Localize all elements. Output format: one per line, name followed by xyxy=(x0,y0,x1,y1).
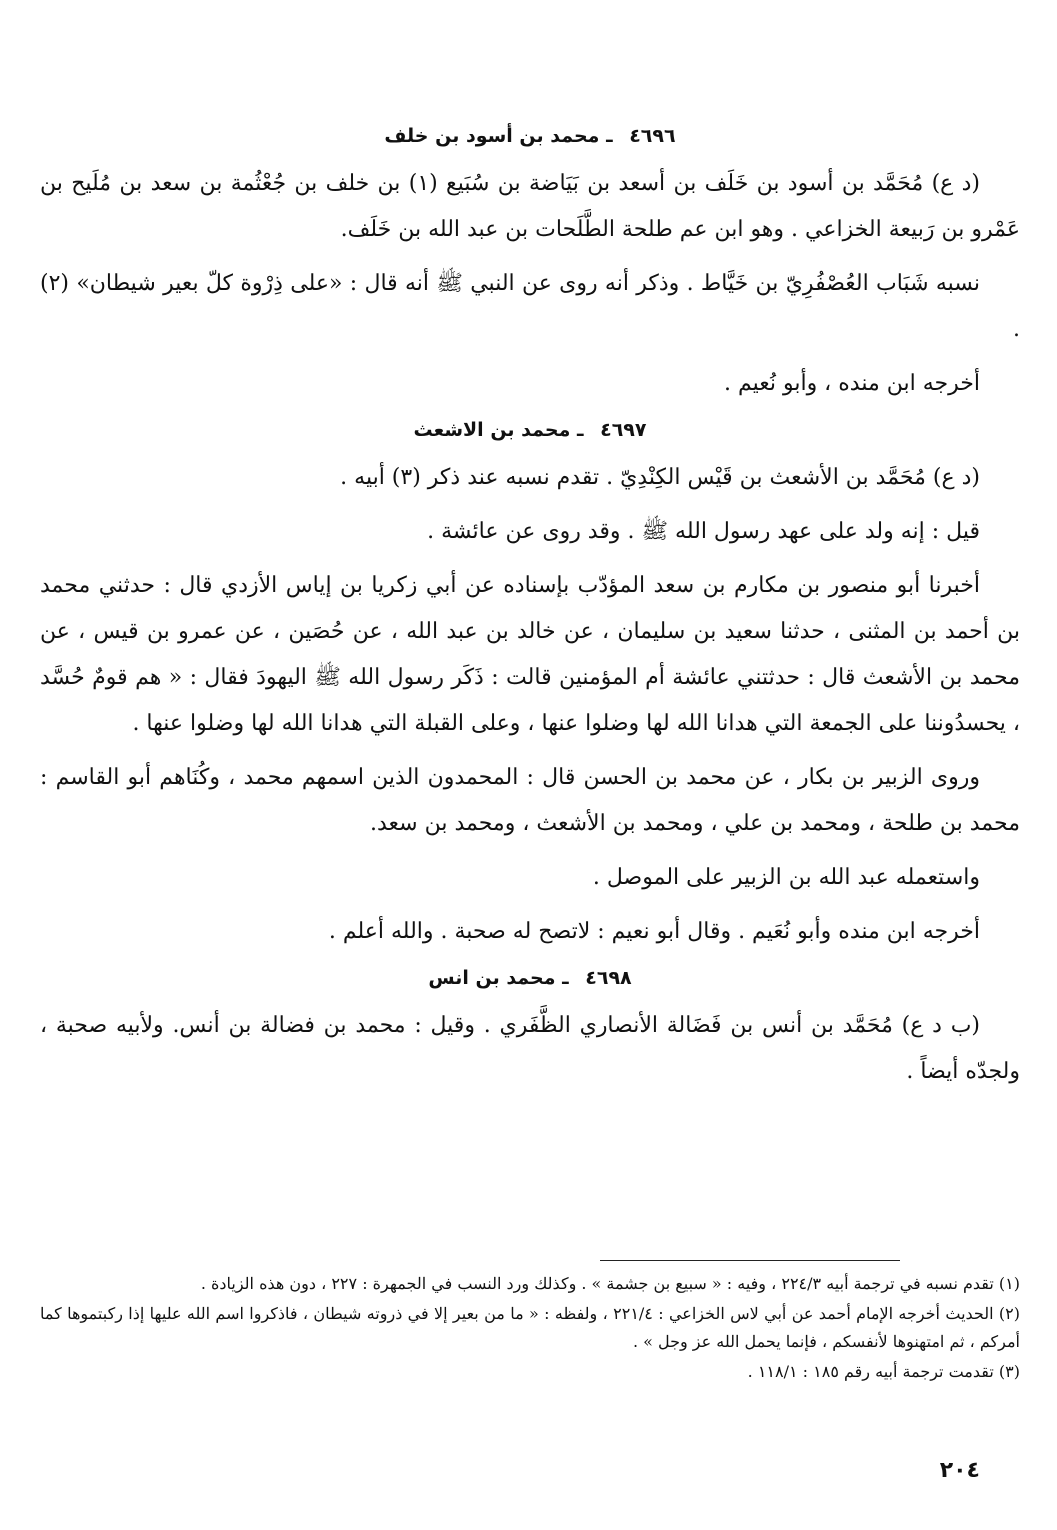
paragraph: (د ع) مُحَمَّد بن الأشعث بن قَيْس الكِنْدِيّ . تقدم نسبه عند ذكر (٣) أبيه . xyxy=(340,465,980,490)
paragraph: وروى الزبير بن بكار ، عن محمد بن الحسن قال : المحمدون الذين اسمهم محمد ، وكُنَاهم أبو القاسم : محمد بن طلحة ، ومحمد بن علي ، ومحمد بن الأشعث ، ومحمد بن سعد. xyxy=(40,765,1020,836)
entry-heading xyxy=(40,415,1020,445)
paragraph: أخبرنا أبو منصور بن مكارم بن سعد المؤدّب بإسناده عن أبي زكريا بن إياس الأزدي قال : حدثني محمد بن أحمد بن المثنى ، حدثنا سعيد بن سليمان ، عن خالد بن عبد الله ، عن حُصَين ، عن عمرو بن قيس ، عن محمد بن الأشعث قال : حدثتني عائشة أم المؤمنين قالت : ذَكَر رسول الله ﷺ اليهودَ فقال : « هم قومٌ حُسَّد ، يحسدُوننا على الجمعة التي هدانا الله لها وضلوا عنها ، وعلى القبلة التي هدانا الله لها وضلوا عنها . xyxy=(40,573,1020,736)
paragraph: (ب د ع) مُحَمَّد بن أنس بن فَضَالة الأنصاري الظَّفَري . وقيل : محمد بن فضالة بن أنس. ولأبيه صحبة ، ولجدّه أيضاً . xyxy=(40,1013,1020,1084)
entry-4696 xyxy=(40,121,1020,407)
entry-dash: ـ xyxy=(606,125,613,147)
footnote-divider xyxy=(600,1260,900,1261)
entry-dash: ـ xyxy=(562,967,569,989)
entry-title: محمد بن انس xyxy=(428,967,556,989)
footnote: (٣) تقدمت ترجمة أبيه رقم ١٨٥ : ١١٨/١ . xyxy=(747,1362,1020,1381)
page-number: ٢٠٤ xyxy=(939,1458,980,1483)
entry-number: ٤٦٩٨ xyxy=(585,967,632,989)
entry-title: محمد بن أسود بن خلف xyxy=(384,125,600,147)
entry-dash: ـ xyxy=(576,419,584,441)
footnotes xyxy=(40,1260,1020,1388)
paragraph: أخرجه ابن منده ، وأبو نُعيم . xyxy=(723,371,980,396)
entry-heading xyxy=(40,121,1020,151)
paragraph: قيل : إنه ولد على عهد رسول الله ﷺ . وقد روى عن عائشة . xyxy=(427,519,980,544)
footnote-rule-wrap xyxy=(40,1260,1020,1270)
entry-number: ٤٦٩٦ xyxy=(629,125,676,147)
entry-4698 xyxy=(40,963,1020,1095)
footnote: (١) تقدم نسبه في ترجمة أبيه ٢٢٤/٣ ، وفيه : « سبيع بن جشمة » . وكذلك ورد النسب في الجمهرة : ٢٢٧ ، دون هذه الزيادة . xyxy=(200,1274,1020,1293)
paragraph: (د ع) مُحَمَّد بن أسود بن خَلَف بن أسعد بن بَيَاضة بن سُبَيع (١) بن خلف بن جُعْثُمة بن سعد بن مُلَيح بن عَمْرو بن رَبيعة الخزاعي . وهو ابن عم طلحة الطَّلَحات بن عبد الله بن خَلَف. xyxy=(40,171,1020,242)
paragraph: أخرجه ابن منده وأبو نُعَيم . وقال أبو نعيم : لاتصح له صحبة . والله أعلم . xyxy=(328,919,980,944)
entry-4697 xyxy=(40,415,1020,955)
entry-number: ٤٦٩٧ xyxy=(600,419,647,441)
entry-title: محمد بن الاشعث xyxy=(413,419,571,441)
paragraph: واستعمله عبد الله بن الزبير على الموصل . xyxy=(592,865,980,890)
entry-heading xyxy=(40,963,1020,993)
footnote: (٢) الحديث أخرجه الإمام أحمد عن أبي لاس الخزاعي : ٢٢١/٤ ، ولفظه : « ما من بعير إلا في ذروته شيطان ، فاذكروا اسم الله عليها إذا ركبتموها كما أمركم ، ثم امتهنوها لأنفسكم ، فإنما يحمل الله عز وجل » . xyxy=(40,1304,1020,1351)
paragraph: نسبه شَبَاب العُصْفُرِيّ بن خَيَّاط . وذكر أنه روى عن النبي ﷺ أنه قال : «على ذِرْوة كلّ بعير شيطان» (٢) . xyxy=(40,271,1020,342)
